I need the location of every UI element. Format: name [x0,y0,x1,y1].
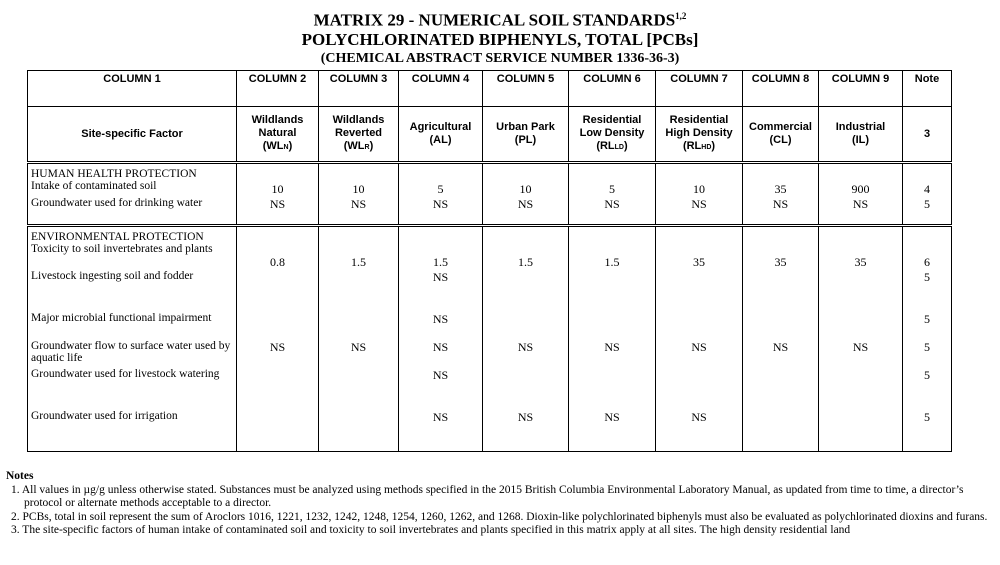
factor-cell [28,270,237,312]
value-cell: NS [656,340,743,368]
value-cell [743,410,819,452]
value-cell: 1.5 [399,225,483,270]
value-cell [569,368,656,410]
value-cell [743,270,819,312]
column-abbreviation: (CL) [769,133,792,146]
soil-standards-table [27,70,952,452]
table-row [28,225,952,270]
note-cell: 5 [903,197,952,225]
factor-label: Groundwater used for drinking water [31,197,203,209]
value-cell: NS [399,197,483,225]
factor-label: Toxicity to soil invertebrates and plants [31,242,213,255]
value-cell: NS [656,410,743,452]
column-name: Wildlands Natural [251,114,304,139]
value-cell [237,410,319,452]
note-cell: 5 [903,410,952,452]
column-number-header [819,71,903,107]
column-abbreviation: (AL) [429,133,452,146]
value-cell [319,368,399,410]
value-cell: NS [483,410,569,452]
value-cell: NS [819,340,903,368]
column-number-header [903,71,952,107]
value-cell: 1.5 [319,225,399,270]
value-cell: NS [399,340,483,368]
factor-cell [28,197,237,225]
column-name-header [903,107,952,163]
column-name: Urban Park [496,120,555,133]
value-cell: NS [569,340,656,368]
value-cell: 35 [743,225,819,270]
note-item: 1. All values in µg/g unless otherwise stated. Substances must be analyzed using methods specified in the 2015 British Columbia Environmental Laboratory Manual, as updated from time to time, a director’s protocol or alternate methods acceptable to a director. [11,483,964,509]
value-cell [237,312,319,340]
factor-cell [28,410,237,452]
factor-label: Livestock ingesting soil and fodder [31,269,194,282]
factor-label: Major microbial functional impairment [31,311,212,324]
value-cell: 5 [569,163,656,198]
factor-cell [28,163,237,198]
factor-cell [28,368,237,410]
value-cell: NS [237,340,319,368]
value-cell: NS [569,197,656,225]
value-cell: 10 [319,163,399,198]
section-title: HUMAN HEALTH PROTECTION [31,168,197,180]
value-cell: NS [483,340,569,368]
table-row [28,410,952,452]
value-cell: NS [656,197,743,225]
value-cell [483,368,569,410]
value-cell: NS [237,197,319,225]
column-name-header [569,107,656,163]
table-row [28,340,952,368]
table-row [28,197,952,225]
document-title [0,7,1000,68]
column-abbreviation: (RLHD) [682,140,716,152]
note-cell: 6 [903,225,952,270]
column-number-header [237,71,319,107]
factor-label: Groundwater used for irrigation [31,409,178,422]
factor-label: Groundwater used for livestock watering [31,367,220,380]
column-name: Industrial [835,120,886,133]
value-cell: 1.5 [483,225,569,270]
value-cell: NS [483,197,569,225]
column-number-header [319,71,399,107]
column-abbreviation: (PL) [514,133,537,146]
value-cell [483,270,569,312]
value-cell: 35 [819,225,903,270]
title-line3: (CHEMICAL ABSTRACT SERVICE NUMBER 1336-36-3) [320,50,680,66]
column-name-header [28,107,237,163]
value-cell [819,270,903,312]
value-cell: 10 [656,163,743,198]
value-cell [319,410,399,452]
note-item: 3. The site-specific factors of human intake of contaminated soil and toxicity to soil invertebrates and plants specified in this matrix apply at all sites. The high density residential land [11,524,851,536]
column-number-header [399,71,483,107]
column-number: COLUMN 2 [248,73,307,85]
value-cell: NS [743,197,819,225]
notes-section [6,470,996,538]
value-cell [569,312,656,340]
column-number: COLUMN 9 [831,73,890,85]
table-row [28,312,952,340]
value-cell: 35 [656,225,743,270]
factor-label: Intake of contaminated soil [31,180,157,192]
column-number: COLUMN 1 [103,73,161,85]
value-cell: NS [569,410,656,452]
value-cell [569,270,656,312]
value-cell [483,312,569,340]
value-cell [656,270,743,312]
title-line1: MATRIX 29 - NUMERICAL SOIL STANDARDS [313,10,676,30]
value-cell [319,270,399,312]
value-cell: NS [819,197,903,225]
value-cell [656,368,743,410]
column-name: Wildlands Reverted [332,114,385,139]
column-abbreviation: (WLN) [262,140,293,152]
column-number: Note [914,73,940,85]
value-cell: NS [319,197,399,225]
column-abbreviation: (WLR) [343,140,374,152]
value-cell: 10 [237,163,319,198]
note-item: 2. PCBs, total in soil represent the sum of Aroclors 1016, 1221, 1232, 1242, 1248, 1254, 1260, 1262, and 1268. Dioxin-like polychlorinated biphenyls must also be evaluated as polychlorinated dioxins and furans. [11,510,988,523]
column-number-header [656,71,743,107]
column-name-header [819,107,903,163]
value-cell [819,368,903,410]
note-cell: 4 [903,163,952,198]
column-number: COLUMN 8 [751,73,810,85]
value-cell [743,312,819,340]
title-footnote-ref: 1,2 [675,11,687,21]
column-name-header [656,107,743,163]
value-cell: 35 [743,163,819,198]
column-number-header [743,71,819,107]
column-name: 3 [923,127,931,140]
column-number-header [569,71,656,107]
notes-heading: Notes [6,470,34,482]
value-cell: NS [319,340,399,368]
column-name: Agricultural [409,120,472,133]
column-number-header [28,71,237,107]
column-abbreviation: (IL) [851,133,870,146]
column-name-header [743,107,819,163]
column-name: Commercial [749,120,812,133]
value-cell: 5 [399,163,483,198]
column-name-header [237,107,319,163]
note-cell: 5 [903,340,952,368]
value-cell: NS [399,270,483,312]
value-cell [819,410,903,452]
section-title: ENVIRONMENTAL PROTECTION [31,230,204,243]
column-number: COLUMN 4 [411,73,470,85]
column-name: Residential High Density [665,114,733,139]
note-cell: 5 [903,270,952,312]
table-row [28,163,952,198]
column-name-header [483,107,569,163]
value-cell [819,312,903,340]
value-cell: 1.5 [569,225,656,270]
column-number: COLUMN 6 [583,73,641,85]
column-number: COLUMN 7 [670,73,728,85]
column-number-header [483,71,569,107]
factor-cell [28,312,237,340]
column-number: COLUMN 5 [496,73,555,85]
column-name: Residential Low Density [579,114,645,139]
factor-cell [28,225,237,270]
title-line2: POLYCHLORINATED BIPHENYLS, TOTAL [PCBs] [301,29,699,49]
value-cell [319,312,399,340]
value-cell [237,368,319,410]
value-cell: 10 [483,163,569,198]
value-cell [656,312,743,340]
column-name: Site-specific Factor [81,127,183,140]
value-cell [237,270,319,312]
note-cell: 5 [903,312,952,340]
table-row [28,368,952,410]
value-cell: NS [399,368,483,410]
value-cell [743,368,819,410]
column-number: COLUMN 3 [329,73,388,85]
value-cell: 0.8 [237,225,319,270]
value-cell: NS [399,312,483,340]
table-row [28,270,952,312]
column-abbreviation: (RLLD) [596,140,628,152]
note-cell: 5 [903,368,952,410]
value-cell: NS [743,340,819,368]
value-cell: NS [399,410,483,452]
factor-cell [28,340,237,368]
factor-label: Groundwater flow to surface water used by aquatic life [31,339,231,364]
column-name-header [319,107,399,163]
column-name-header [399,107,483,163]
value-cell: 900 [819,163,903,198]
